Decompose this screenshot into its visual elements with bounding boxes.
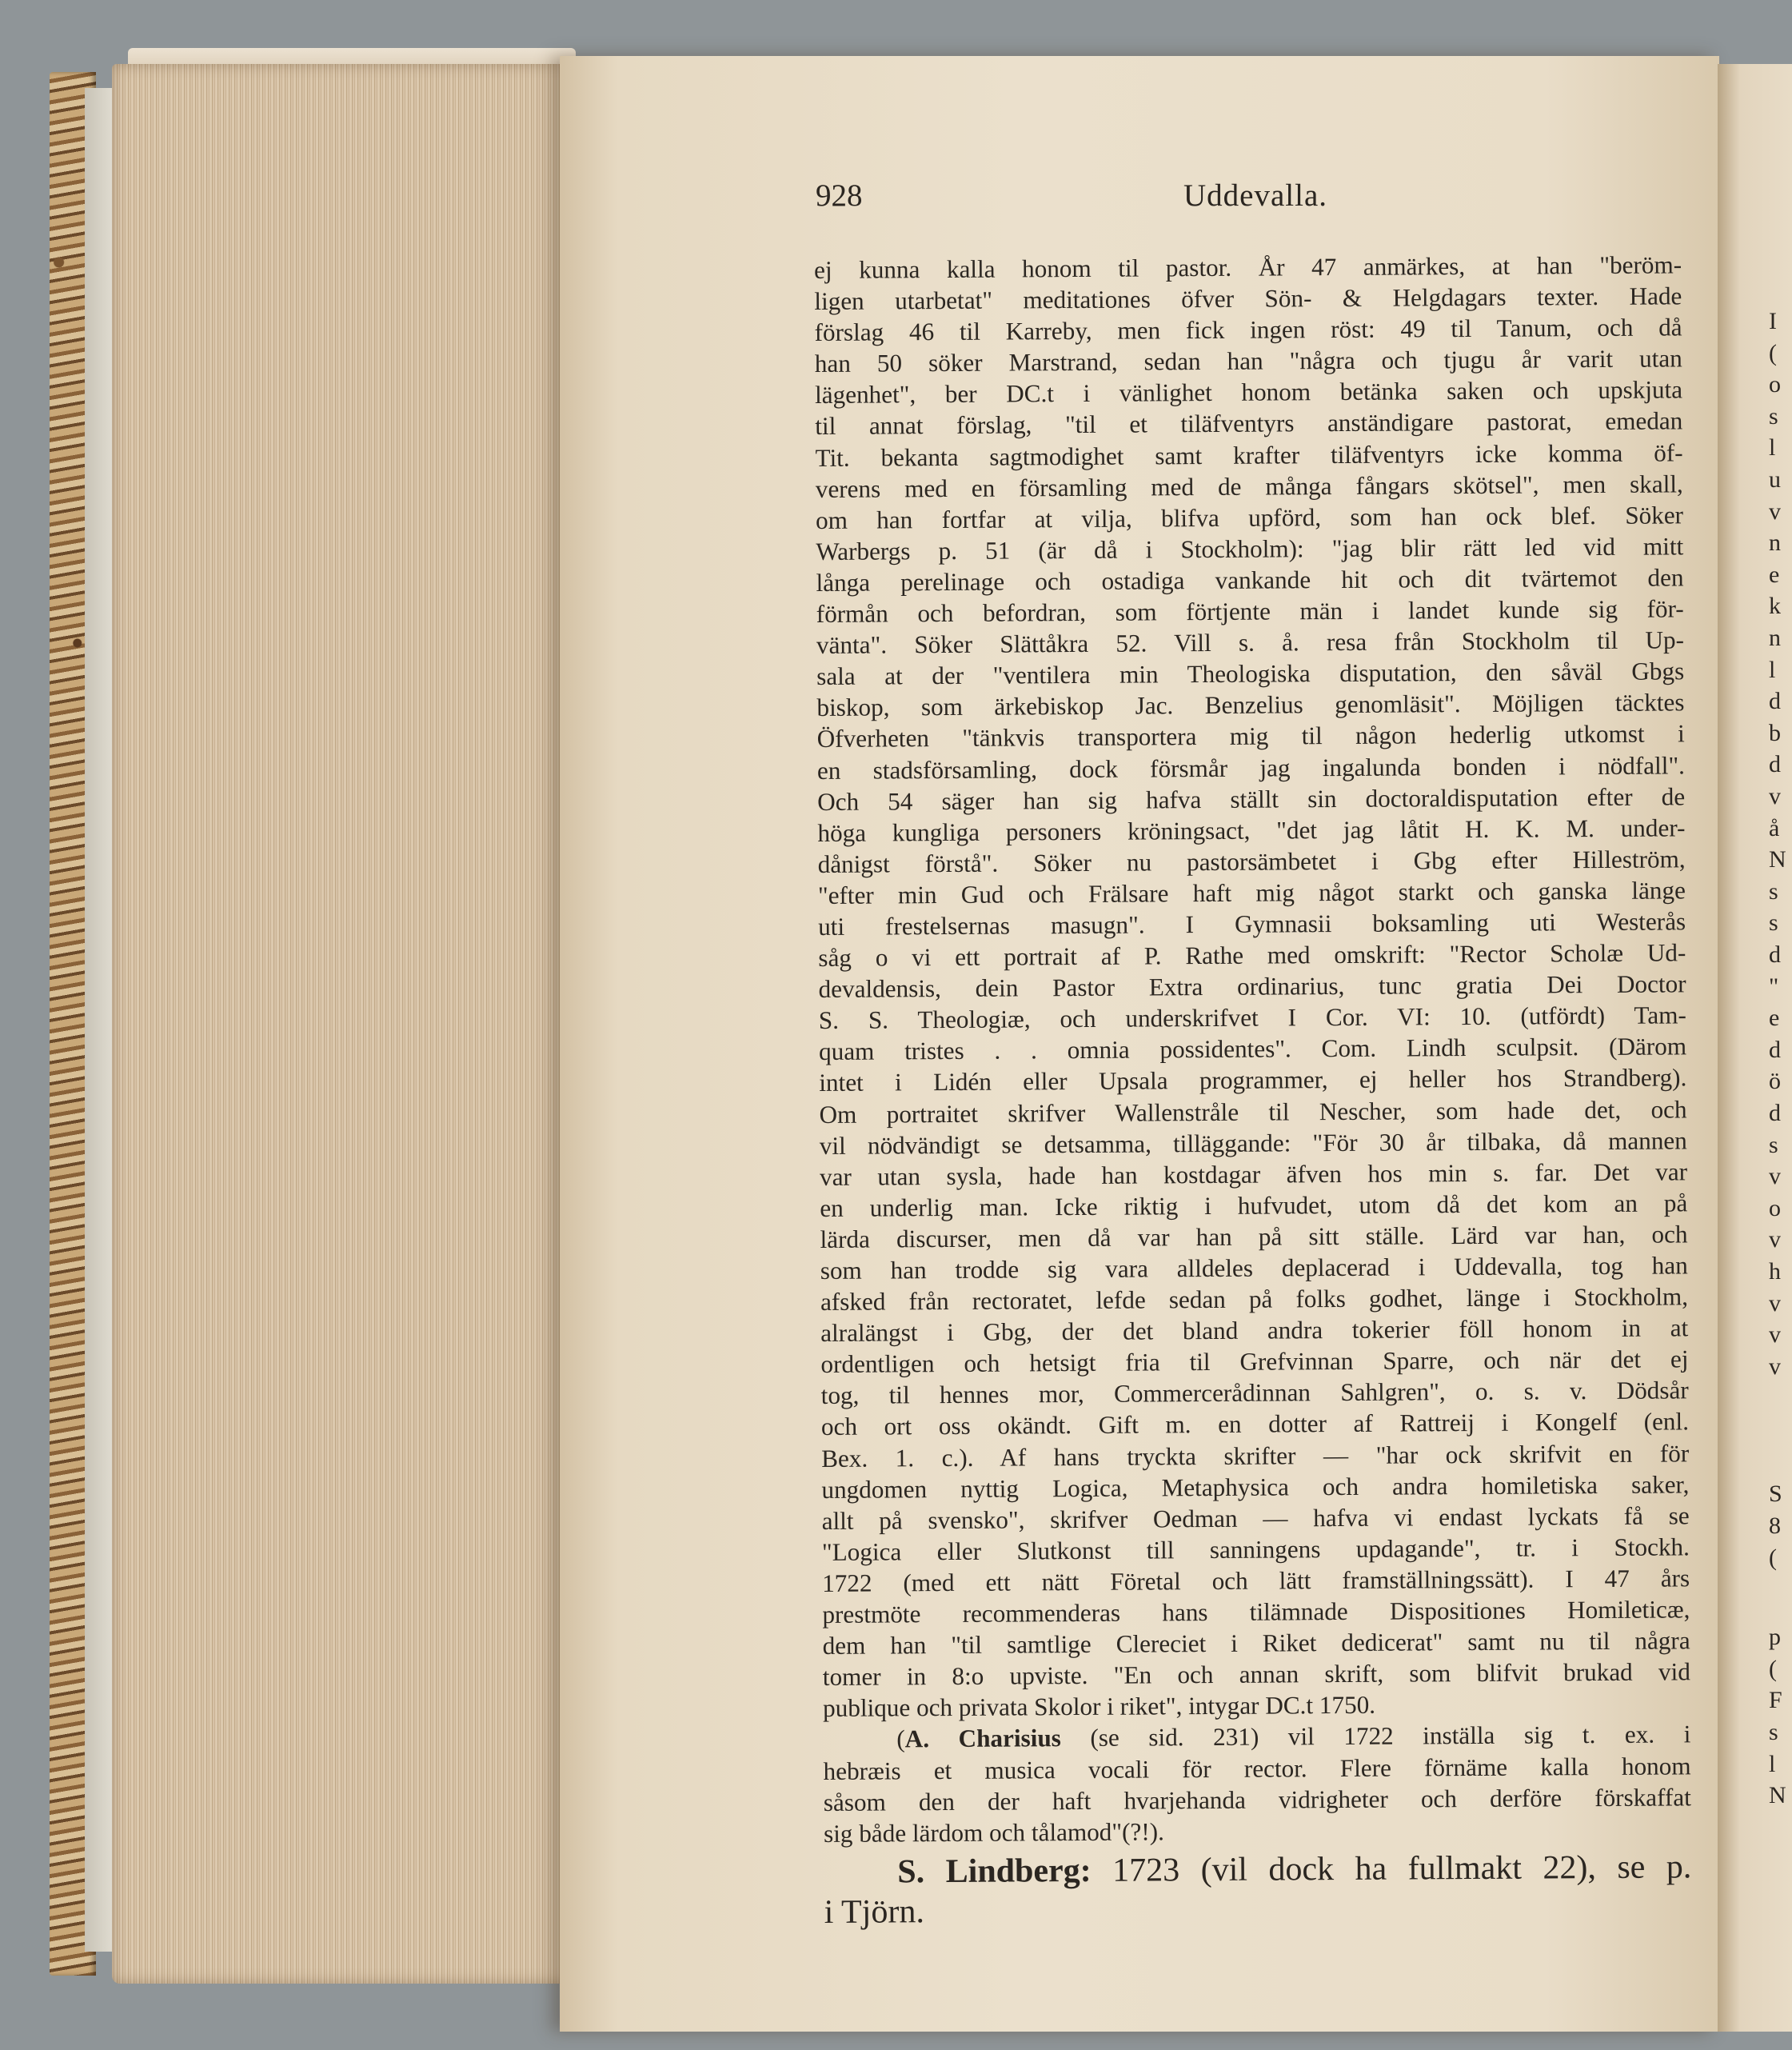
body-line: ungdomen nyttig Logica, Metaphysica och andra homiletiska saker, bbox=[821, 1469, 1690, 1504]
edge-char: N bbox=[1769, 846, 1786, 873]
page-stack-edges bbox=[112, 64, 584, 1984]
body-line: dånigst förstå". Söker nu pastorsämbetet i Gbg efter Hilleström, bbox=[817, 845, 1686, 878]
body-line: Och 54 säger han sig hafva ställt sin doctoraldisputation efter de bbox=[817, 781, 1686, 816]
body-line: sala at der "ventilera min Theologiska disputation, den såväl Gbgs bbox=[816, 657, 1685, 691]
edge-char: e bbox=[1769, 1005, 1780, 1032]
body-line: ej kunna kalla honom til pastor. År 47 anmärkes, at han "beröm- bbox=[814, 250, 1682, 284]
edge-char: o bbox=[1769, 1194, 1781, 1221]
body-line: verens med en församling med de många fångars skötsel", men skall, bbox=[815, 470, 1683, 503]
body-line: en stadsförsamling, dock försmår jag ingalunda bonden i nödfall". bbox=[816, 750, 1686, 785]
body-line: ligen utarbetat" meditationes öfver Sön- & Helgdagars texter. Hade bbox=[814, 282, 1682, 316]
edge-char: ( bbox=[1769, 1655, 1777, 1682]
lindberg-entry-line-2: i Tjörn. bbox=[824, 1892, 925, 1931]
body-line: biskop, som ärkebiskop Jac. Benzelius genomläsit". Möjligen täcktes bbox=[816, 688, 1685, 722]
edge-char: F bbox=[1769, 1687, 1782, 1714]
edge-char: l bbox=[1769, 656, 1776, 683]
edge-char: l bbox=[1769, 1750, 1776, 1777]
body-line: prestmöte recommenderas hans tilämnade Dispositiones Homileticæ, bbox=[822, 1595, 1690, 1628]
body-line: långa perelinage och ostadiga vankande hit och dit tvärtemot den bbox=[816, 563, 1684, 597]
edge-char: e bbox=[1769, 561, 1780, 588]
edge-char: v bbox=[1769, 783, 1781, 809]
edge-char: l bbox=[1769, 434, 1776, 462]
body-line: allt på svensko", skrifver Oedman — hafva vi endast lyckats få se bbox=[821, 1501, 1690, 1535]
charisius-line-3: såsom den der haft hvarjehanda vidrigheter och derföre förskaffat bbox=[823, 1782, 1691, 1816]
body-line: Öfverheten "tänkvis transportera mig til någon hederlig utkomst i bbox=[816, 719, 1685, 753]
edge-char: v bbox=[1769, 1226, 1781, 1253]
edge-char: 8 bbox=[1769, 1513, 1781, 1539]
body-line: tomer in 8:o upviste. "En och annan skrift, som blifvit brukad vid bbox=[822, 1657, 1690, 1692]
edge-char: ( bbox=[1769, 1544, 1777, 1571]
body-line: S. S. Theologiæ, och underskrifvet I Cor. VI: 10. (utfördt) Tam- bbox=[818, 1001, 1686, 1035]
body-line: han 50 söker Marstrand, sedan han "några och tjugu år varit utan bbox=[814, 344, 1682, 378]
body-line: "efter min Gud och Frälsare haft mig något starkt och ganska länge bbox=[817, 876, 1686, 909]
edge-char: o bbox=[1769, 371, 1781, 398]
body-line: Bex. 1. c.). Af hans tryckta skrifter — "har ock skrifvit en för bbox=[821, 1438, 1690, 1473]
body-line: afsked från rectoratet, lefde sedan på folks godhet, länge i Stockholm, bbox=[820, 1282, 1689, 1317]
edge-char: n bbox=[1769, 529, 1781, 557]
edge-char: v bbox=[1769, 498, 1781, 525]
body-line: devaldensis, dein Pastor Extra ordinarius, tunc gratia Dei Doctor bbox=[818, 969, 1686, 1004]
body-line: en underlig man. Icke riktig i hufvudet, utom då det kom an på bbox=[820, 1189, 1688, 1222]
edge-char: v bbox=[1769, 1321, 1781, 1349]
edge-char: s bbox=[1769, 1131, 1778, 1158]
body-line: publique och privata Skolor i riket", intygar DC.t 1750. bbox=[822, 1691, 1376, 1723]
body-line: ordentligen och hetsigt fria til Grefvinnan Sparre, och när det ej bbox=[820, 1345, 1689, 1379]
edge-char: d bbox=[1769, 751, 1781, 778]
body-line: Tit. bekanta sagtmodighet samt krafter tiläfventyrs icke komma öf- bbox=[815, 438, 1683, 472]
edge-char: n bbox=[1769, 625, 1781, 651]
edge-char: N bbox=[1769, 1782, 1786, 1809]
edge-char: s bbox=[1769, 1719, 1778, 1745]
edge-char: u bbox=[1769, 466, 1781, 493]
lindberg-name: S. Lindberg: bbox=[897, 1852, 1092, 1891]
running-head bbox=[816, 178, 1343, 218]
body-line: såg o vi ett portrait af P. Rathe med omskrift: "Rector Scholæ Ud- bbox=[818, 938, 1686, 973]
body-line: som han trodde sig vara alldeles deplacerad i Uddevalla, tog han bbox=[820, 1251, 1688, 1285]
body-line: Warbergs p. 51 (är då i Stockholm): "jag blir rätt led vid mitt bbox=[816, 532, 1684, 565]
edge-char: I bbox=[1769, 308, 1777, 334]
edge-char: d bbox=[1769, 1100, 1781, 1126]
edge-char: S bbox=[1769, 1481, 1782, 1508]
edge-char: v bbox=[1769, 1163, 1781, 1190]
edge-char: d bbox=[1769, 688, 1781, 715]
charisius-name: A. Charisius bbox=[904, 1724, 1061, 1753]
body-line: lärda discurser, men då var han på sitt ställe. Lärd var han, och bbox=[820, 1220, 1688, 1253]
edge-char: v bbox=[1769, 1289, 1781, 1317]
lindberg-entry-line-1: S. Lindberg: 1723 (vil dock ha fullmakt 22), se p. bbox=[897, 1848, 1692, 1891]
charisius-line-4: sig både lärdom och tålamod"(?!). bbox=[823, 1817, 1164, 1848]
next-page-sliver bbox=[1718, 64, 1792, 2032]
body-line: om han fortfar at vilja, blifva upförd, som han ock blef. Söker bbox=[815, 501, 1684, 534]
body-line: 1722 (med ett nätt Företal och lätt framställningssätt). I 47 års bbox=[822, 1564, 1690, 1597]
edge-char: " bbox=[1769, 973, 1779, 1000]
edge-char: s bbox=[1769, 909, 1778, 937]
edge-char: p bbox=[1769, 1624, 1781, 1651]
body-line: vänta". Söker Slättåkra 52. Vill s. å. resa från Stockholm til Up- bbox=[816, 625, 1685, 660]
edge-char: å bbox=[1769, 814, 1780, 841]
body-line: lägenhet", ber DC.t i vänlighet honom betänka saken och upskjuta bbox=[814, 375, 1683, 410]
body-line: tog, til hennes mor, Commercerådinnan Sahlgren", o. s. v. Dödsår bbox=[820, 1376, 1689, 1410]
edge-char: d bbox=[1769, 1036, 1781, 1063]
body-line: alralängst i Gbg, der det bland andra tokerier föll honom in at bbox=[820, 1313, 1689, 1348]
edge-char: s bbox=[1769, 877, 1778, 905]
edge-char: ( bbox=[1769, 339, 1777, 366]
body-line: dem han "til samtlige Clereciet i Riket dedicerat" samt nu til några bbox=[822, 1626, 1690, 1660]
body-line: quam tristes . . omnia possidentes". Com. Lindh sculpsit. (Därom bbox=[818, 1032, 1687, 1066]
body-lines bbox=[814, 249, 1690, 1724]
edge-char: h bbox=[1769, 1258, 1781, 1285]
edge-char: v bbox=[1769, 1353, 1781, 1380]
body-line: förmån och befordran, som förtjente män i landet kunde sig för- bbox=[816, 594, 1684, 629]
edge-char: k bbox=[1769, 593, 1781, 620]
body-line: Om portraitet skrifver Wallenstråle til Nescher, som hade det, och bbox=[819, 1094, 1687, 1129]
body-line: uti frestelsernas masugn". I Gymnasii boksamling uti Westerås bbox=[818, 907, 1686, 941]
body-line: til annat förslag, "til et tiläfventyrs anständigare pastorat, emedan bbox=[815, 406, 1683, 441]
edge-char: d bbox=[1769, 941, 1781, 968]
body-line: var utan sysla, hade han kostdagar äfven hos min s. far. Det var bbox=[819, 1157, 1688, 1191]
body-line: vil nödvändigt se detsamma, tilläggande: "För 30 år tilbaka, då mannen bbox=[819, 1125, 1687, 1160]
body-line: höga kungliga personers kröningsact, "det jag låtit H. K. M. under- bbox=[817, 813, 1686, 847]
body-line: intet i Lidén eller Upsala programmer, ej heller hos Strandberg). bbox=[819, 1063, 1687, 1097]
edge-char: s bbox=[1769, 402, 1778, 430]
body-line: förslag 46 til Karreby, men fick ingen röst: 49 til Tanum, och då bbox=[814, 313, 1682, 347]
edge-char: b bbox=[1769, 719, 1781, 746]
page-title: Uddevalla. bbox=[1183, 178, 1328, 213]
charisius-line-2: hebræis et musica vocali för rector. Flere förnäme kalla honom bbox=[823, 1751, 1691, 1785]
edge-char: ö bbox=[1769, 1068, 1781, 1095]
charisius-line-1: (A. Charisius (se sid. 231) vil 1722 inställa sig t. ex. i bbox=[896, 1720, 1691, 1753]
body-line: och ort oss okändt. Gift m. en dotter af Rattreij i Kongelf (enl. bbox=[820, 1407, 1690, 1441]
body-line: "Logica eller Slutkonst till sanningens updagande", tr. i Stockh. bbox=[821, 1533, 1690, 1566]
page-number: 928 bbox=[816, 178, 863, 213]
body-text bbox=[814, 249, 1692, 1932]
